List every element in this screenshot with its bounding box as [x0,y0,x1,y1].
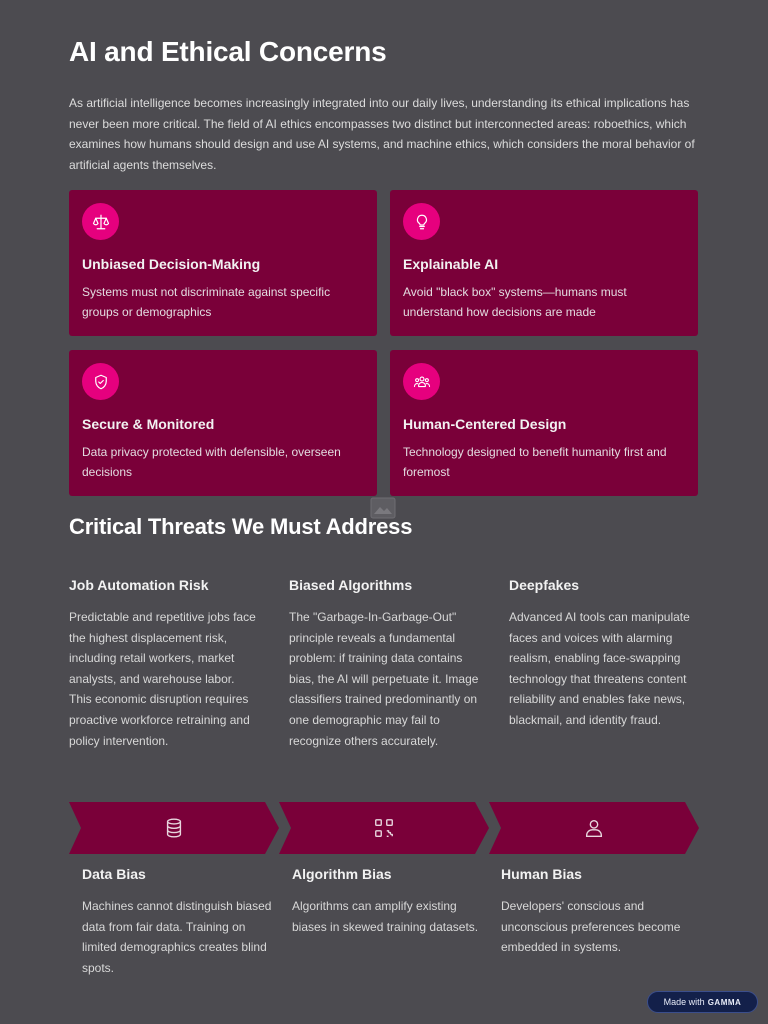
bias-text: Algorithms can amplify existing biases in skewed training datasets. [292,899,479,934]
card-secure-monitored [69,350,377,496]
intro-paragraph: As artificial intelligence becomes increasingly integrated into our daily lives, understanding its ethical implications has never been more critical. The field of AI ethics encompasses two distinct but interconnected areas: roboethics, which examines how humans should design and use AI systems, and machine ethics, which considers the moral behavior of artificial agents themselves. [69,96,695,172]
bias-title: Human Bias [501,866,582,882]
bias-human [501,866,691,958]
threat-text: Predictable and repetitive jobs face the highest displacement risk, including retail workers, market analysts, and warehouse labor. This economic disruption requires proactive workforce retraining and policy intervention. [69,610,256,748]
card-title: Explainable AI [403,256,499,272]
card-title: Unbiased Decision-Making [82,256,261,272]
threat-text: The "Garbage-In-Garbage-Out" principle reveals a fundamental problem: if training data contains bias, the AI will perpetuate it. Image classifiers trained predominantly on one demographic may fail to recognize others accurately. [289,610,479,748]
lightbulb-icon [403,203,440,240]
bias-text: Developers' conscious and unconscious preferences become embedded in systems. [501,899,681,955]
chevron-human-bias [489,802,699,854]
scale-icon [82,203,119,240]
threat-title: Deepfakes [509,577,580,593]
database-icon [163,817,185,839]
threats-heading: Critical Threats We Must Address [69,514,413,539]
card-text: Avoid "black box" systems—humans must understand how decisions are made [403,285,627,320]
user-icon [583,817,605,839]
threat-title: Biased Algorithms [289,577,413,593]
bias-chevron-row [69,802,699,854]
bias-text: Machines cannot distinguish biased data from fair data. Training on limited demographics creates blind spots. [82,899,272,975]
shield-check-icon [82,363,119,400]
chevron-algorithm-bias [279,802,489,854]
threat-text: Advanced AI tools can manipulate faces and voices with alarming realism, enabling face-swapping technology that threatens content reliability and enables fake news, blackmail, and identity fraud. [509,610,690,727]
card-title: Human-Centered Design [403,416,567,432]
made-with-gamma-badge[interactable] [647,991,758,1013]
threat-job-automation [69,577,259,751]
bias-title: Algorithm Bias [292,866,392,882]
card-explainable-ai [390,190,698,336]
chevron-data-bias [69,802,279,854]
threat-deepfakes [509,577,699,731]
qr-grid-icon [373,817,395,839]
card-unbiased-decision-making [69,190,377,336]
bias-algorithm [292,866,482,937]
page-title: AI and Ethical Concerns [69,36,387,67]
people-icon [403,363,440,400]
card-text: Technology designed to benefit humanity first and foremost [403,445,667,480]
badge-prefix: Made with [663,997,705,1007]
card-title: Secure & Monitored [82,416,215,432]
bias-data [82,866,272,978]
card-human-centered-design [390,350,698,496]
card-text: Systems must not discriminate against specific groups or demographics [82,285,331,320]
threat-biased-algorithms [289,577,479,751]
badge-brand: GAMMA [707,997,742,1007]
threat-title: Job Automation Risk [69,577,209,593]
bias-title: Data Bias [82,866,146,882]
card-text: Data privacy protected with defensible, overseen decisions [82,445,341,480]
